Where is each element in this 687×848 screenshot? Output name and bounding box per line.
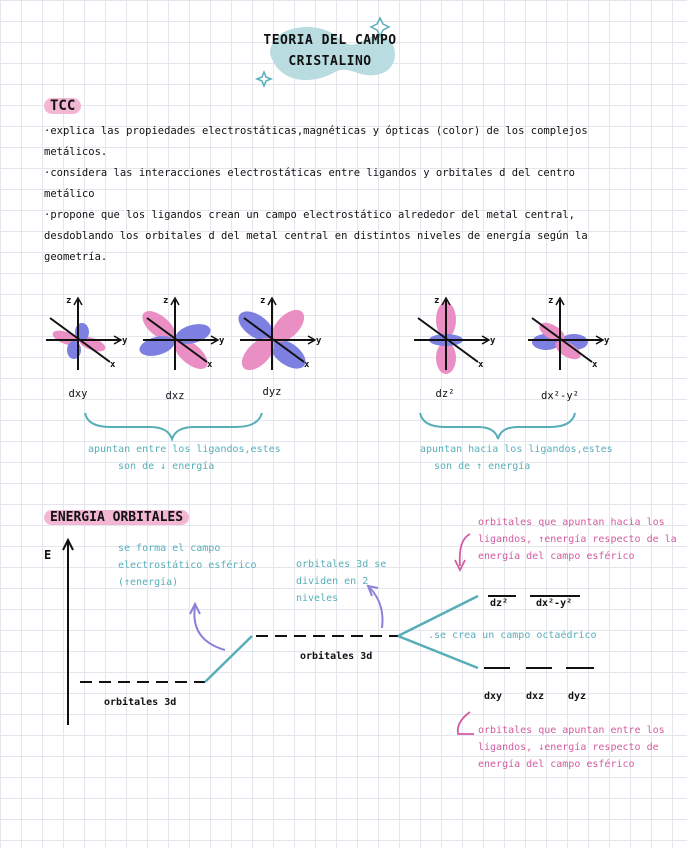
t2g-label-dyz: dyz	[568, 691, 587, 702]
orbital-label-dz2: dz²	[435, 388, 455, 400]
energy-heading	[44, 510, 189, 525]
axis-x-1: x	[110, 360, 116, 370]
page-title-line1: TEORIA DEL CAMPO	[263, 33, 397, 48]
axis-z-3: z	[260, 296, 266, 306]
tcc-bullet-1: ·explica las propiedades electrostáticas,magnéticas y ópticas (color) de los complejos metálicos.	[44, 125, 588, 158]
orbital-label-dx2-y2: dx²-y²	[541, 390, 579, 402]
orbital-label-dxy: dxy	[68, 388, 88, 400]
tcc-bullet-2: ·considera las interacciones electrostáticas entre ligandos y orbitales d del centro metálico	[44, 167, 576, 200]
axis-y-4: y	[490, 336, 496, 346]
orbital-diagrams	[0, 285, 687, 395]
energy-heading-text: ENERGIA ORBITALES	[44, 510, 189, 525]
energy-axis-label: E	[44, 548, 52, 562]
axis-x-2: x	[207, 360, 213, 370]
axis-z-4: z	[434, 296, 440, 306]
eg-label-dx2-y2: dx²-y²	[536, 598, 573, 609]
note-octahedral-field: .se crea un campo octaédrico	[428, 630, 597, 641]
note-split-levels: orbitales 3d se dividen en 2 niveles	[296, 559, 387, 604]
orbital-label-dxz: dxz	[165, 390, 185, 402]
t2g-label-dxz: dxz	[526, 691, 545, 702]
orbital-braces	[0, 405, 687, 445]
note-right-line2: son de ↑ energía	[434, 461, 531, 472]
axis-x-5: x	[592, 360, 598, 370]
axis-z-2: z	[163, 296, 169, 306]
orbital-label-dyz: dyz	[262, 386, 282, 398]
tcc-bullets	[44, 121, 604, 268]
axis-y-2: y	[219, 336, 225, 346]
axis-z-1: z	[66, 296, 72, 306]
note-left-line1: apuntan entre los ligandos,estes	[88, 444, 281, 455]
note-low-energy-orbitals: orbitales que apuntan entre los ligandos, ↓energía respecto de energía del campo esférico	[478, 725, 665, 770]
axis-x-3: x	[304, 360, 310, 370]
note-left-line2: son de ↓ energía	[118, 461, 215, 472]
note-right-line1: apuntan hacia los ligandos,estes	[420, 444, 613, 455]
note-left-orbitals	[88, 441, 328, 475]
tcc-bullet-3: ·propone que los ligandos crean un campo electrostático alrededor del metal central, desdoblando los orbitales d del metal central en distintos niveles de energía según la geometría.	[44, 209, 588, 263]
note-high-energy-orbitals: orbitales que apuntan hacia los ligandos, ↑energía respecto de la energía del campo esférico	[478, 517, 677, 562]
eg-label-dz2: dz²	[490, 598, 509, 609]
tcc-heading	[44, 98, 81, 114]
axis-x-4: x	[478, 360, 484, 370]
axis-z-5: z	[548, 296, 554, 306]
level-label-3d-initial: orbitales 3d	[104, 697, 177, 708]
axis-y-5: y	[604, 336, 610, 346]
page-title-line2: CRISTALINO	[288, 54, 372, 69]
note-spherical-field: se forma el campo electrostático esférico (↑energía)	[118, 543, 257, 588]
note-right-orbitals	[420, 441, 660, 475]
orbital-dyz	[233, 298, 315, 376]
axis-y-3: y	[316, 336, 322, 346]
page-title	[240, 30, 420, 72]
level-label-3d-spherical: orbitales 3d	[300, 651, 373, 662]
axis-y-1: y	[122, 336, 128, 346]
t2g-label-dxy: dxy	[484, 691, 503, 702]
orbital-dxz	[137, 298, 218, 375]
tcc-heading-text: TCC	[44, 98, 81, 114]
